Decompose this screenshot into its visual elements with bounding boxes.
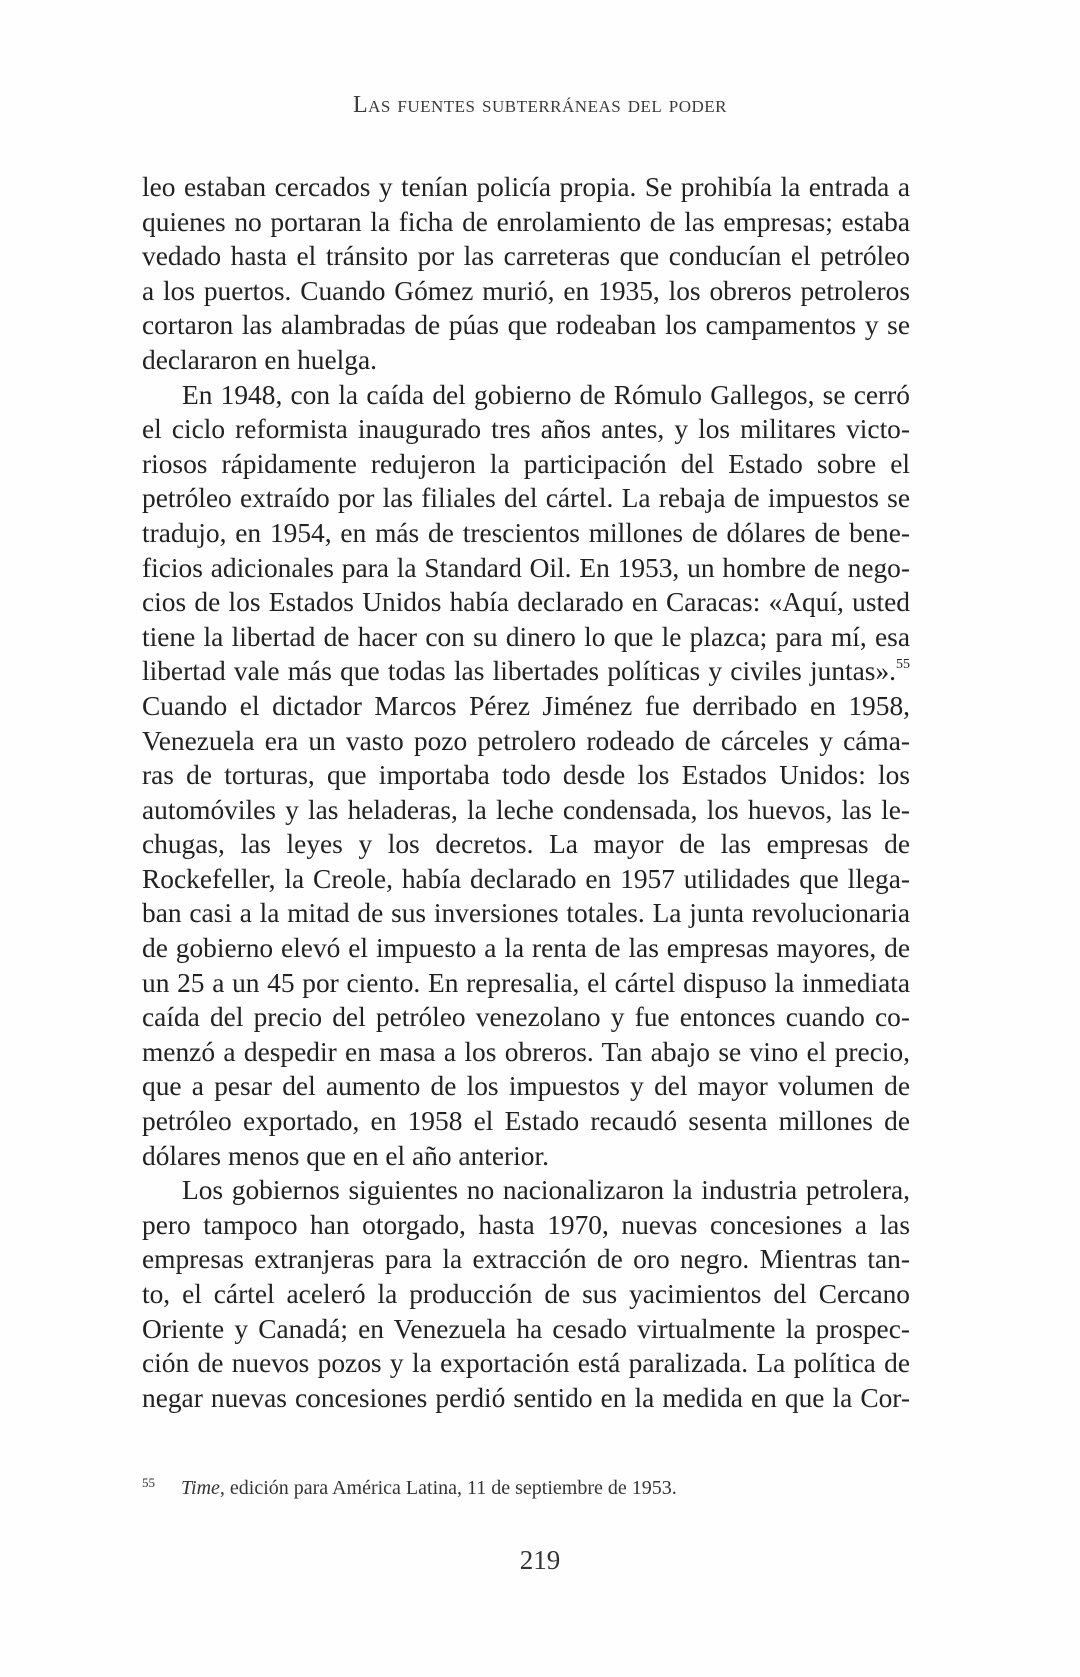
- text-line-content: chugas, las leyes y los decretos. La mayor de las empresas de: [142, 829, 910, 860]
- text-line-content: Venezuela era un vasto pozo petrolero rodeado de cárceles y cáma-: [142, 725, 910, 756]
- text-line-content: automóviles y las heladeras, la leche condensada, los huevos, las le-: [142, 794, 910, 825]
- text-line-content: caída del precio del petróleo venezolano y fue entonces cuando co-: [142, 1002, 910, 1033]
- text-line: [142, 1035, 910, 1070]
- text-line: [142, 1208, 910, 1243]
- text-line-content: tradujo, en 1954, en más de trescientos millones de dólares de bene-: [142, 517, 910, 548]
- text-line: [142, 896, 910, 931]
- text-line-content: cios de los Estados Unidos había declarado en Caracas: «Aquí, usted: [142, 587, 910, 618]
- running-head: Las fuentes subterráneas del poder: [353, 92, 727, 118]
- text-line: [142, 1346, 910, 1381]
- text-line-content: petróleo exportado, en 1958 el Estado recaudó sesenta millones de: [142, 1106, 910, 1137]
- text-line-content: leo estaban cercados y tenían policía propia. Se prohibía la entrada a: [142, 172, 910, 202]
- text-line: [142, 966, 910, 1001]
- text-line: [142, 1381, 910, 1416]
- footnote-reference[interactable]: 55: [896, 657, 910, 673]
- text-line-content: Los gobiernos siguientes no nacionalizaron la industria petrolera,: [182, 1175, 910, 1206]
- text-line-content: vedado hasta el tránsito por las carreteras que conducían el petróleo: [142, 241, 910, 272]
- text-line: [142, 931, 910, 966]
- text-line: [142, 1277, 910, 1312]
- text-line-content: petróleo extraído por las filiales del cártel. La rebaja de impuestos se: [142, 483, 910, 514]
- text-line: [142, 1104, 910, 1139]
- text-line-content: Cuando el dictador Marcos Pérez Jiménez fue derribado en 1958,: [142, 690, 910, 721]
- text-line-content: ban casi a la mitad de sus inversiones totales. La junta revolucionaria: [142, 898, 910, 929]
- text-line: [142, 724, 910, 759]
- text-line: [142, 1069, 910, 1104]
- text-line-content: Rockefeller, la Creole, había declarado en 1957 utilidades que llega-: [142, 863, 910, 894]
- text-line-content: En 1948, con la caída del gobierno de Rómulo Gallegos, se cerró: [182, 379, 910, 410]
- text-line: [142, 551, 910, 586]
- text-line-content: un 25 a un 45 por ciento. En represalia, el cártel dispuso la inmediata: [142, 967, 910, 998]
- text-line: [142, 620, 910, 655]
- text-line-content: libertad vale más que todas las libertades políticas y civiles juntas».: [142, 656, 896, 687]
- text-line: [142, 1139, 910, 1174]
- text-line: [142, 412, 910, 447]
- text-line-content: negar nuevas concesiones perdió sentido en la medida en que la Cor-: [142, 1382, 910, 1413]
- text-line-content: pero tampoco han otorgado, hasta 1970, nuevas concesiones a las: [142, 1209, 910, 1240]
- text-line-content: tiene la libertad de hacer con su dinero lo que le plazca; para mí, esa: [142, 621, 910, 652]
- text-line-content: de gobierno elevó el impuesto a la renta de las empresas mayores, de: [142, 933, 910, 964]
- text-line: [142, 447, 910, 482]
- text-line-content: to, el cártel aceleró la producción de sus yacimientos del Cercano: [142, 1279, 910, 1309]
- text-line: [142, 1000, 910, 1035]
- footnote-source-title: Time: [181, 1477, 220, 1499]
- text-line: [142, 378, 910, 413]
- text-line: [142, 689, 910, 724]
- text-line-content: ción de nuevos pozos y la exportación está paralizada. La política de: [142, 1348, 910, 1379]
- text-line: [142, 1242, 910, 1277]
- footnote-number: 55: [142, 1475, 155, 1490]
- text-line-content: que a pesar del aumento de los impuestos y del mayor volumen de: [142, 1071, 910, 1102]
- text-line-content: quienes no portaran la ficha de enrolamiento de las empresas; estaba: [142, 206, 910, 237]
- text-line: [142, 827, 910, 862]
- text-line-content: dólares menos que en el año anterior.: [142, 1140, 549, 1171]
- text-line-content: ficios adicionales para la Standard Oil. En 1953, un hombre de nego-: [142, 552, 910, 583]
- text-line: [142, 793, 910, 828]
- footnote: [142, 1475, 910, 1500]
- text-line-content: riosos rápidamente redujeron la participación del Estado sobre el: [142, 448, 910, 479]
- text-line: [142, 862, 910, 897]
- text-line-content: ras de torturas, que importaba todo desde los Estados Unidos: los: [142, 760, 910, 791]
- text-line: [142, 585, 910, 620]
- text-line: [142, 308, 910, 343]
- text-line: [142, 274, 910, 309]
- footnote-text: , edición para América Latina, 11 de septiembre de 1953.: [219, 1477, 677, 1499]
- text-line-content: menzó a despedir en masa a los obreros. Tan abajo se vino el precio,: [142, 1036, 910, 1067]
- page-number: 219: [519, 1545, 561, 1575]
- text-line: [142, 1173, 910, 1208]
- text-line: [142, 239, 910, 274]
- text-line-content: empresas extranjeras para la extracción de oro negro. Mientras tan-: [142, 1244, 910, 1275]
- text-line: [142, 343, 910, 378]
- text-line-content: cortaron las alambradas de púas que rodeaban los campamentos y se: [142, 310, 910, 341]
- text-line: [142, 654, 910, 689]
- text-line-content: el ciclo reformista inaugurado tres años antes, y los militares victo-: [142, 414, 910, 445]
- text-line: [142, 758, 910, 793]
- text-line-content: Oriente y Canadá; en Venezuela ha cesado virtualmente la prospec-: [142, 1313, 910, 1344]
- body-text: [142, 170, 910, 1415]
- text-line-content: a los puertos. Cuando Gómez murió, en 1935, los obreros petroleros: [142, 275, 910, 306]
- text-line-content: declararon en huelga.: [142, 344, 377, 375]
- text-line: [142, 1312, 910, 1347]
- text-line: [142, 170, 910, 205]
- text-line: [142, 516, 910, 551]
- text-line: [142, 205, 910, 240]
- text-line: [142, 481, 910, 516]
